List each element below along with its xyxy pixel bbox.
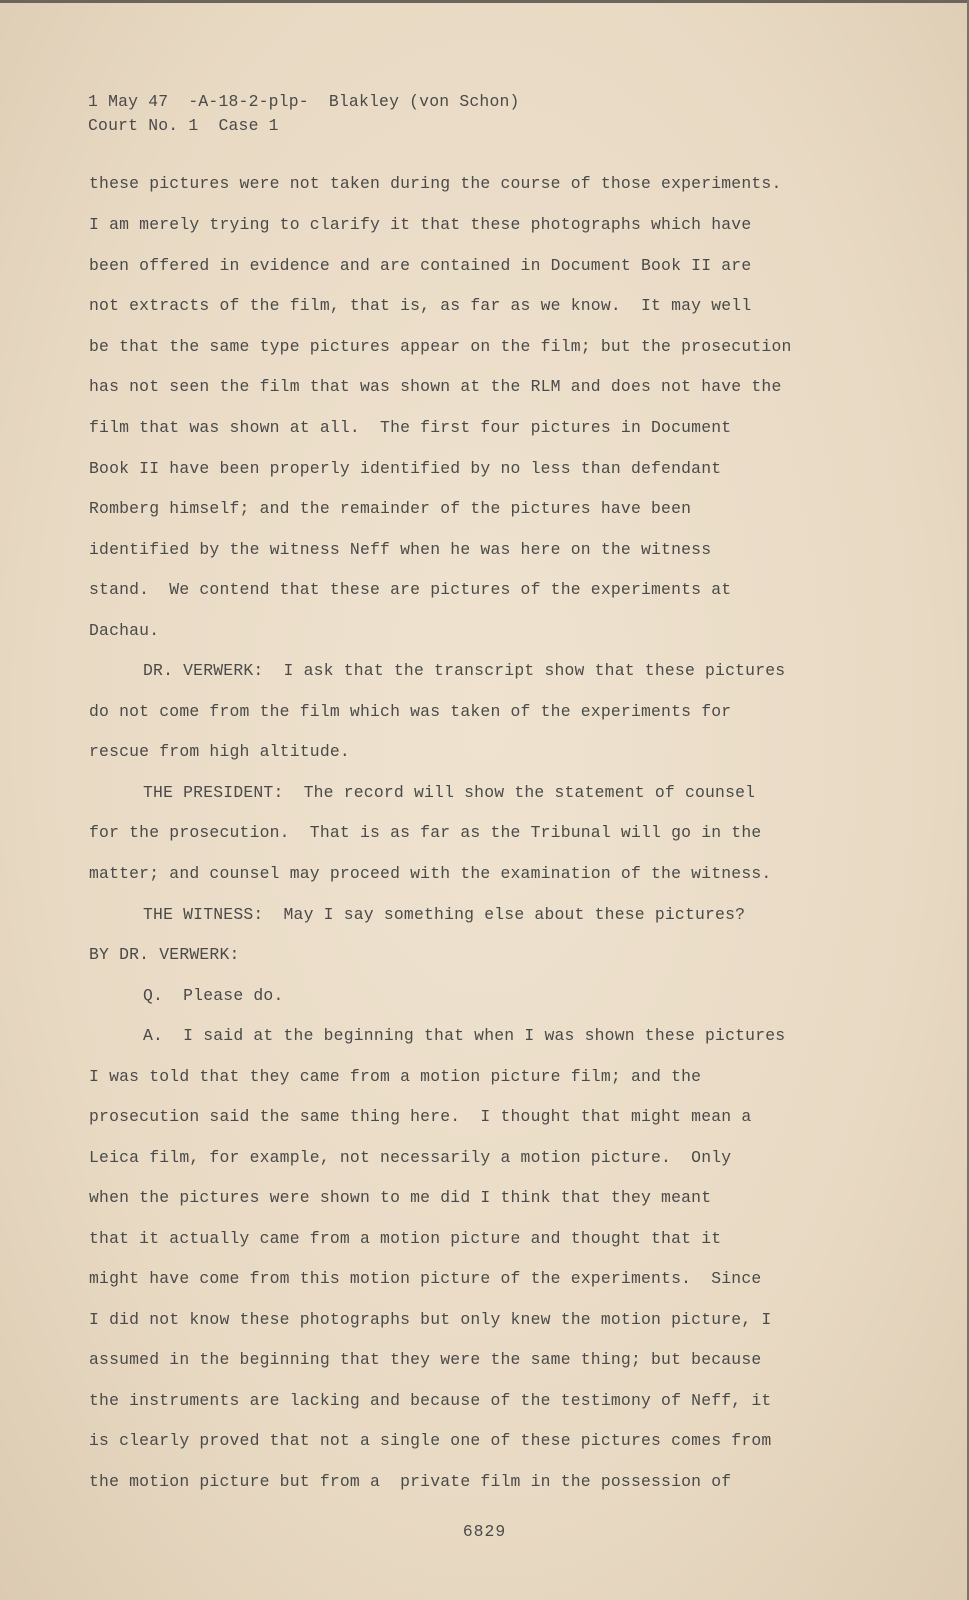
text-line: that it actually came from a motion picture and thought that it bbox=[89, 1229, 722, 1248]
examiner-line: BY DR. VERWERK: bbox=[89, 945, 240, 964]
header-line-date-reference: 1 May 47 -A-18-2-plp- Blakley (von Schon) bbox=[88, 92, 520, 111]
text-line: the instruments are lacking and because of the testimony of Neff, it bbox=[89, 1391, 772, 1410]
text-line: identified by the witness Neff when he was here on the witness bbox=[89, 540, 712, 559]
text-line: do not come from the film which was taken of the experiments for bbox=[89, 702, 732, 721]
text-line: be that the same type pictures appear on the film; but the prosecution bbox=[89, 337, 792, 356]
text-line: might have come from this motion picture of the experiments. Since bbox=[89, 1269, 762, 1288]
page-top-edge bbox=[0, 0, 969, 3]
text-line: been offered in evidence and are contained in Document Book II are bbox=[89, 256, 752, 275]
text-line: Dachau. bbox=[89, 621, 160, 640]
text-line: not extracts of the film, that is, as far as we know. It may well bbox=[89, 296, 752, 315]
text-line: is clearly proved that not a single one of these pictures comes from bbox=[89, 1431, 772, 1450]
text-line: for the prosecution. That is as far as the Tribunal will go in the bbox=[89, 823, 762, 842]
text-line: the motion picture but from a private film in the possession of bbox=[89, 1472, 732, 1491]
text-line: Book II have been properly identified by no less than defendant bbox=[89, 459, 722, 478]
text-line: prosecution said the same thing here. I thought that might mean a bbox=[89, 1107, 752, 1126]
text-line: film that was shown at all. The first four pictures in Document bbox=[89, 418, 732, 437]
text-line: when the pictures were shown to me did I think that they meant bbox=[89, 1188, 712, 1207]
header-line-court-case: Court No. 1 Case 1 bbox=[88, 116, 279, 135]
text-line: rescue from high altitude. bbox=[89, 742, 350, 761]
text-line: matter; and counsel may proceed with the examination of the witness. bbox=[89, 864, 772, 883]
speaker-line-witness: THE WITNESS: May I say something else about these pictures? bbox=[143, 905, 746, 924]
text-line: has not seen the film that was shown at the RLM and does not have the bbox=[89, 377, 782, 396]
question-line: Q. Please do. bbox=[143, 986, 284, 1005]
text-line: stand. We contend that these are pictures of the experiments at bbox=[89, 580, 732, 599]
text-line: assumed in the beginning that they were the same thing; but because bbox=[89, 1350, 762, 1369]
text-line: Leica film, for example, not necessarily a motion picture. Only bbox=[89, 1148, 732, 1167]
speaker-line-verwerk: DR. VERWERK: I ask that the transcript show that these pictures bbox=[143, 661, 786, 680]
text-line: I was told that they came from a motion picture film; and the bbox=[89, 1067, 702, 1086]
page-number: 6829 bbox=[462, 1522, 507, 1541]
text-line: I am merely trying to clarify it that these photographs which have bbox=[89, 215, 752, 234]
answer-line: A. I said at the beginning that when I was shown these pictures bbox=[143, 1026, 786, 1045]
speaker-line-president: THE PRESIDENT: The record will show the statement of counsel bbox=[143, 783, 756, 802]
text-line: Romberg himself; and the remainder of the pictures have been bbox=[89, 499, 692, 518]
text-line: I did not know these photographs but only knew the motion picture, I bbox=[89, 1310, 772, 1329]
text-line: these pictures were not taken during the course of those experiments. bbox=[89, 174, 782, 193]
